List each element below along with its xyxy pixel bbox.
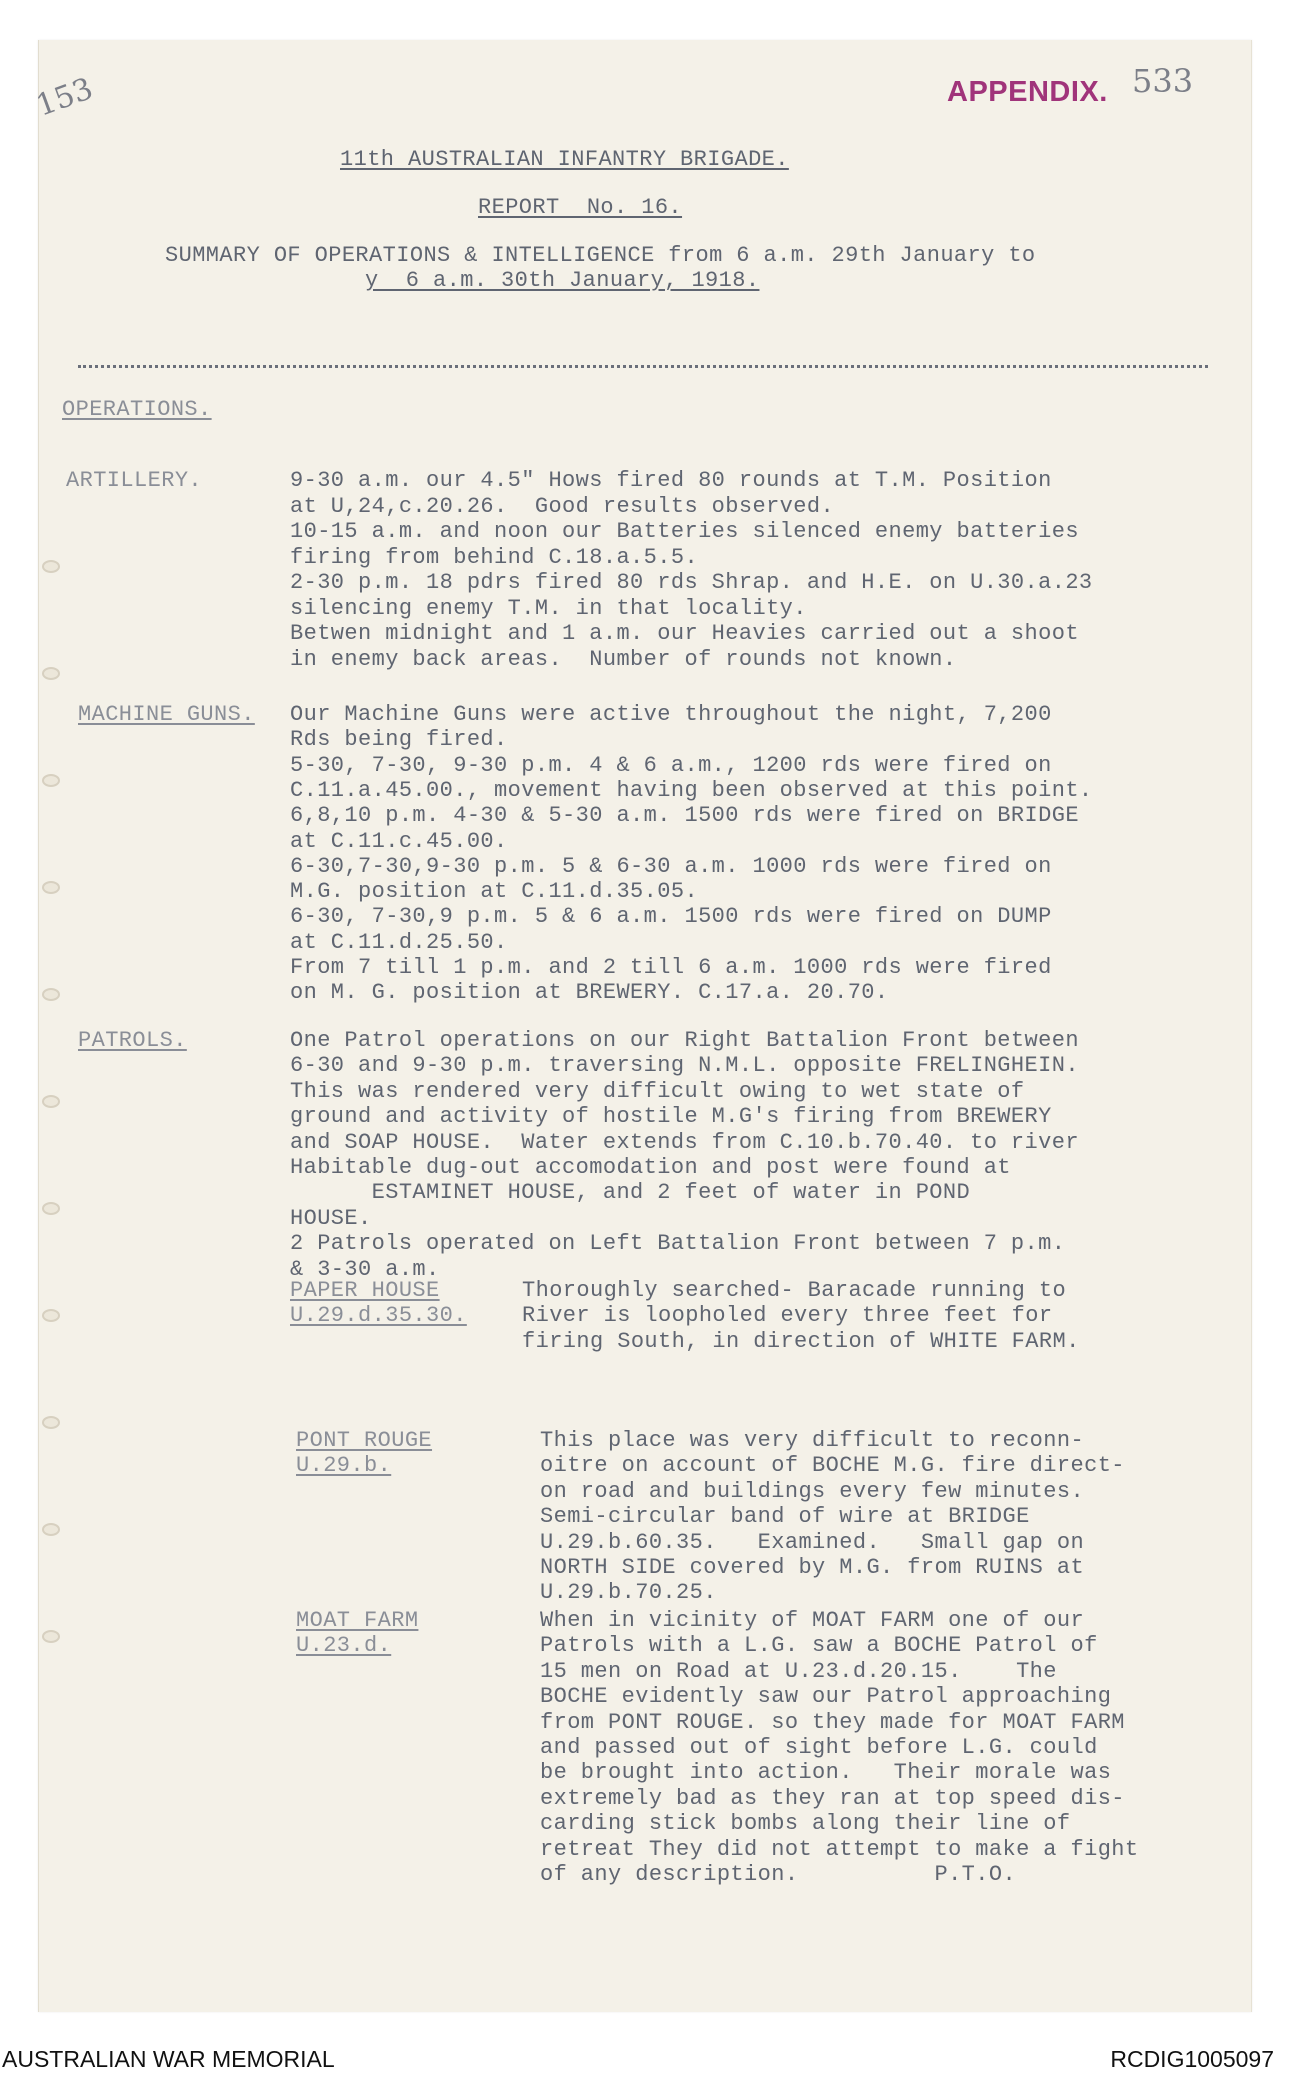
patrol-report-line: Patrols with a L.G. saw a BOCHE Patrol of: [540, 1633, 1098, 1659]
report-number: REPORT No. 16.: [478, 195, 683, 220]
machine-guns-line: From 7 till 1 p.m. and 2 till 6 a.m. 1000 rds were fired: [290, 955, 1052, 980]
machine-guns-line: 6,8,10 p.m. 4-30 & 5-30 a.m. 1500 rds were fired on BRIDGE: [290, 803, 1079, 829]
patrols-line: 2 Patrols operated on Left Battalion Front between 7 p.m.: [290, 1231, 1066, 1257]
patrol-report-line: Semi-circular band of wire at BRIDGE: [540, 1504, 1030, 1530]
patrols-line: ESTAMINET HOUSE, and 2 feet of water in POND: [290, 1180, 971, 1206]
patrol-report-line: U.29.b.70.25.: [540, 1580, 717, 1606]
patrols-line: ground and activity of hostile M.G's firing from BREWERY: [290, 1104, 1052, 1130]
machine-guns-line: at C.11.c.45.00.: [290, 828, 508, 854]
machine-guns-line: on M. G. position at BREWERY. C.17.a. 20.70.: [290, 980, 889, 1006]
patrol-report-line: extremely bad as they ran at top speed dis-: [540, 1785, 1125, 1811]
artillery-line: at U,24,c.20.26. Good results observed.: [290, 493, 835, 519]
artillery-label: ARTILLERY.: [66, 468, 203, 493]
patrol-location: PONT ROUGE: [296, 1428, 433, 1453]
machine-guns-line: Rds being fired.: [290, 727, 508, 753]
patrol-location: U.23.d.: [296, 1633, 392, 1659]
machine-guns-line: Our Machine Guns were active throughout the night, 7,200: [290, 702, 1052, 727]
patrol-report-line: from PONT ROUGE. so they made for MOAT FARM: [540, 1709, 1125, 1735]
patrol-report-line: When in vicinity of MOAT FARM one of our: [540, 1608, 1085, 1633]
patrols-line: & 3-30 a.m.: [290, 1256, 440, 1282]
patrol-report-line: BOCHE evidently saw our Patrol approaching: [540, 1684, 1112, 1710]
machine-guns-line: C.11.a.45.00., movement having been observed at this point.: [290, 777, 1093, 803]
patrol-report-line: firing South, in direction of WHITE FARM.: [522, 1328, 1080, 1354]
footer-archive: AUSTRALIAN WAR MEMORIAL: [2, 2046, 335, 2072]
patrols-line: and SOAP HOUSE. Water extends from C.10.b.70.40. to river: [290, 1129, 1079, 1155]
machine-guns-line: 6-30, 7-30,9 p.m. 5 & 6 a.m. 1500 rds were fired on DUMP: [290, 904, 1052, 930]
patrol-location: U.29.b.: [296, 1453, 392, 1479]
handwritten-folio-left: 153: [31, 71, 98, 124]
patrol-report-line: 15 men on Road at U.23.d.20.15. The: [540, 1658, 1057, 1684]
patrol-report-line: U.29.b.60.35. Examined. Small gap on: [540, 1529, 1085, 1555]
footer-id: RCDIG1005097: [1110, 2046, 1274, 2072]
patrol-report-line: oitre on account of BOCHE M.G. fire direct-: [540, 1453, 1125, 1479]
heading-divider: [78, 365, 1208, 368]
patrol-report-line: be brought into action. Their morale was: [540, 1760, 1112, 1786]
patrol-report-line: retreat They did not attempt to make a fight: [540, 1836, 1139, 1862]
binding-holes: [38, 560, 60, 1760]
artillery-line: silencing enemy T.M. in that locality.: [290, 595, 807, 621]
patrol-report-line: NORTH SIDE covered by M.G. from RUINS at: [540, 1555, 1085, 1580]
patrol-report-line: on road and buildings every few minutes.: [540, 1478, 1085, 1504]
section-operations: OPERATIONS.: [62, 397, 212, 422]
patrols-line: One Patrol operations on our Right Battalion Front between: [290, 1028, 1079, 1053]
artillery-line: 9-30 a.m. our 4.5" Hows fired 80 rounds at T.M. Position: [290, 468, 1052, 493]
brigade-heading: 11th AUSTRALIAN INFANTRY BRIGADE.: [340, 147, 789, 172]
machine-guns-line: at C.11.d.25.50.: [290, 929, 508, 955]
summary-line-1: SUMMARY OF OPERATIONS & INTELLIGENCE from 6 a.m. 29th January to: [165, 243, 1036, 268]
patrol-location: MOAT FARM: [296, 1608, 419, 1633]
artillery-line: firing from behind C.18.a.5.5.: [290, 544, 699, 570]
artillery-line: Betwen midnight and 1 a.m. our Heavies carried out a shoot: [290, 621, 1079, 646]
patrol-location: PAPER HOUSE: [290, 1278, 440, 1303]
machine-guns-line: M.G. position at C.11.d.35.05.: [290, 879, 699, 905]
machine-guns-line: 5-30, 7-30, 9-30 p.m. 4 & 6 a.m., 1200 rds were fired on: [290, 752, 1052, 778]
patrol-location: U.29.d.35.30.: [290, 1303, 467, 1329]
patrol-report-line: of any description. P.T.O.: [540, 1862, 1017, 1887]
appendix-stamp: APPENDIX.: [947, 76, 1108, 108]
patrol-report-line: This place was very difficult to reconn-: [540, 1428, 1085, 1453]
patrols-line: Habitable dug-out accomodation and post were found at: [290, 1155, 1011, 1180]
machine-guns-label: MACHINE GUNS.: [78, 702, 255, 727]
patrols-label: PATROLS.: [78, 1028, 187, 1053]
handwritten-folio-right: 533: [1132, 62, 1194, 100]
patrol-report-line: and passed out of sight before L.G. could: [540, 1735, 1098, 1760]
patrols-line: 6-30 and 9-30 p.m. traversing N.M.L. opposite FRELINGHEIN.: [290, 1053, 1079, 1079]
summary-line-2: y 6 a.m. 30th January, 1918.: [365, 268, 760, 293]
patrol-report-line: carding stick bombs along their line of: [540, 1811, 1071, 1837]
patrol-report-line: River is loopholed every three feet for: [522, 1303, 1053, 1329]
artillery-line: in enemy back areas. Number of rounds not known.: [290, 646, 957, 672]
artillery-line: 10-15 a.m. and noon our Batteries silenced enemy batteries: [290, 519, 1079, 544]
patrols-line: HOUSE.: [290, 1205, 372, 1231]
patrol-report-line: Thoroughly searched- Baracade running to: [522, 1278, 1067, 1303]
patrols-line: This was rendered very difficult owing to wet state of: [290, 1078, 1025, 1104]
artillery-line: 2-30 p.m. 18 pdrs fired 80 rds Shrap. and H.E. on U.30.a.23: [290, 570, 1093, 595]
machine-guns-line: 6-30,7-30,9-30 p.m. 5 & 6-30 a.m. 1000 rds were fired on: [290, 853, 1052, 879]
